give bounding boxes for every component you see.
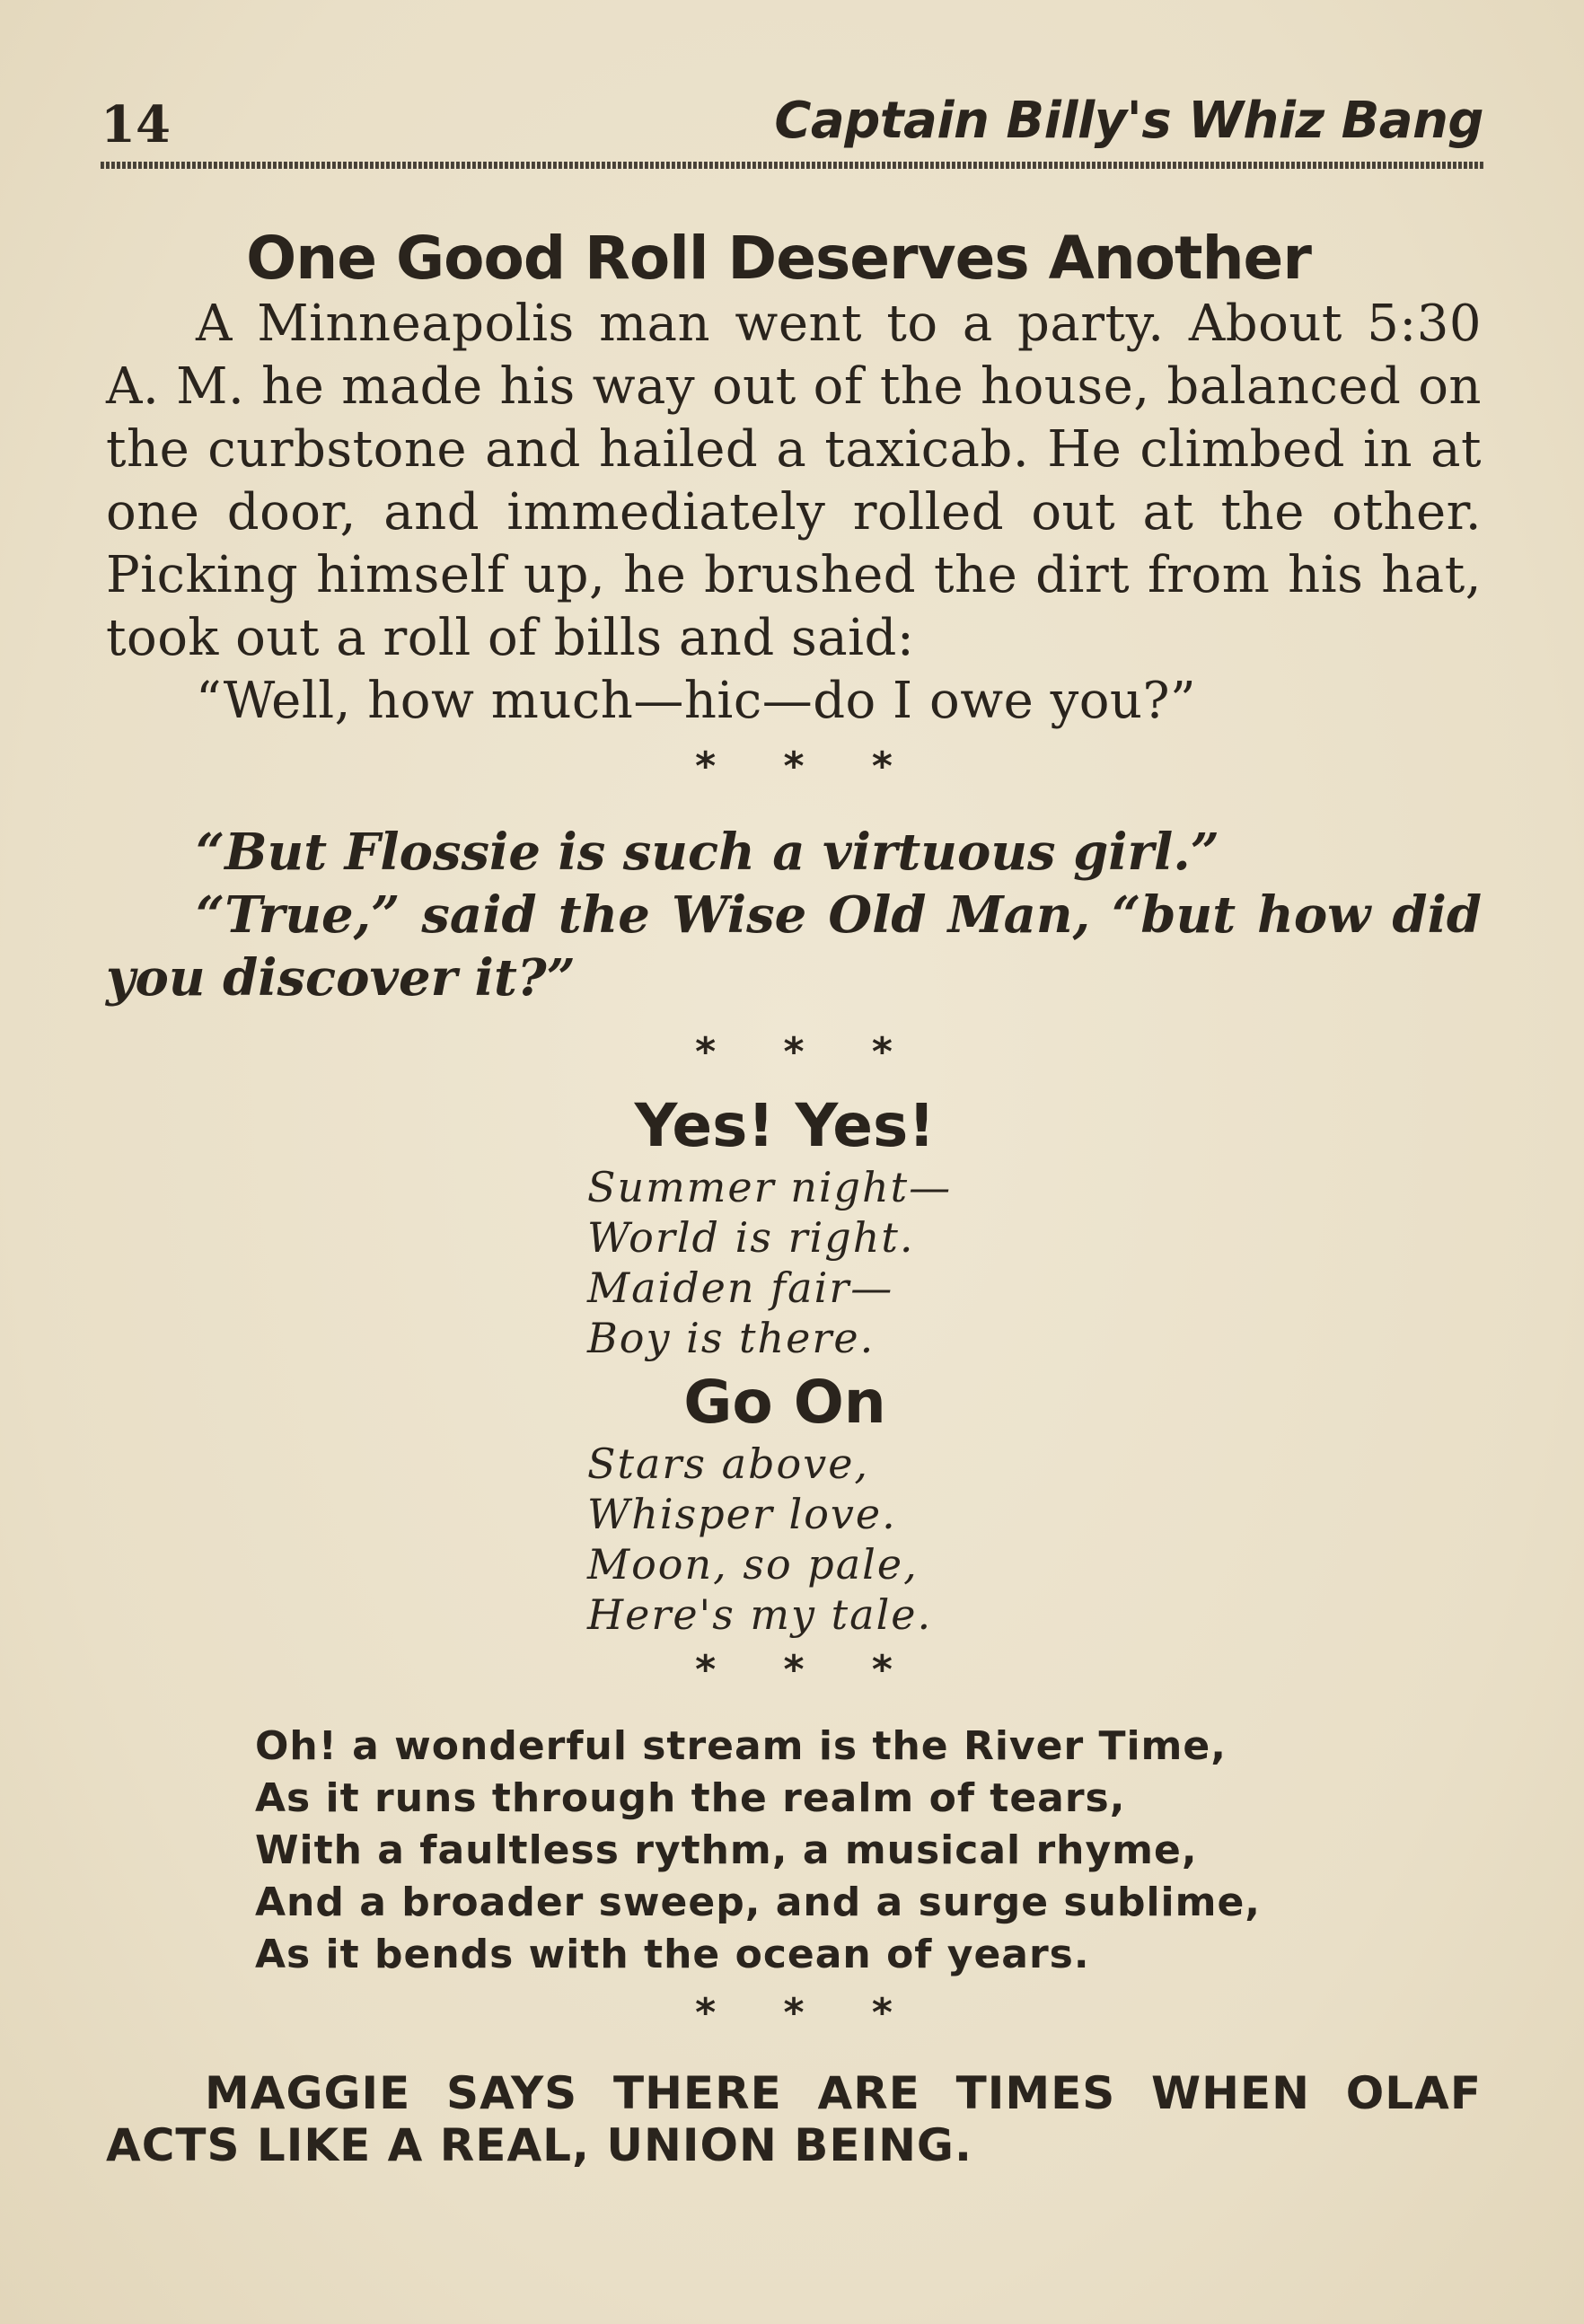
poem-line: Whisper love. [587,1490,897,1538]
article-paragraph: A Minneapolis man went to a party. About 5:30 A. M. he made his way out of the house, balanced on the curbstone and hailed a taxicab. He climbed in at one door, and immediately rolled out at the other. Picking himself up, he brushed the dirt from his hat, took out a roll of bills and said: [106,295,1482,667]
verse-line: Oh! a wonderful stream is the River Time, [255,1723,1227,1769]
verse-line: And a broader sweep, and a surge sublime, [255,1879,1262,1925]
poem-line: Moon, so pale, [587,1540,919,1589]
article-quote: “Well, how much—hic—do I owe you?” [196,672,1197,730]
poem-line: Here's my tale. [587,1590,933,1639]
article-body [106,293,1482,733]
separator: * * * [695,1029,893,1075]
poem-line: Boy is there. [587,1314,876,1362]
verse [255,1721,1333,1981]
poem-line: Stars above, [587,1439,870,1488]
poem-line: World is right. [587,1213,915,1262]
joke-block [106,821,1482,1009]
separator: * * * [695,1647,893,1693]
article-title: One Good Roll Deserves Another [246,224,1311,293]
running-title: Captain Billy's Whiz Bang [774,92,1483,150]
separator: * * * [695,744,893,789]
verse-line: As it bends with the ocean of years. [255,1932,1090,1977]
poem-line: Summer night— [587,1163,953,1211]
page-content [106,224,1482,2171]
poem-line: Maiden fair— [587,1263,894,1312]
poem-title: Yes! Yes! [634,1091,936,1160]
poem [587,1090,982,1640]
poem-title: Go On [683,1368,886,1437]
joke-line: “True,” said the Wise Old Man, “but how did you discover it?” [106,885,1482,1008]
page-number: 14 [101,95,171,154]
verse-line: With a faultless rythm, a musical rhyme, [255,1827,1198,1873]
page-header [101,86,1483,158]
closing-quip: MAGGIE SAYS THERE ARE TIMES WHEN OLAF ACTS LIKE A REAL, UNION BEING. [106,2067,1482,2171]
header-rule [101,162,1483,169]
separator: * * * [695,1990,893,2036]
joke-line: “But Flossie is such a virtuous girl.” [196,823,1219,882]
verse-line: As it runs through the realm of tears, [255,1775,1126,1821]
